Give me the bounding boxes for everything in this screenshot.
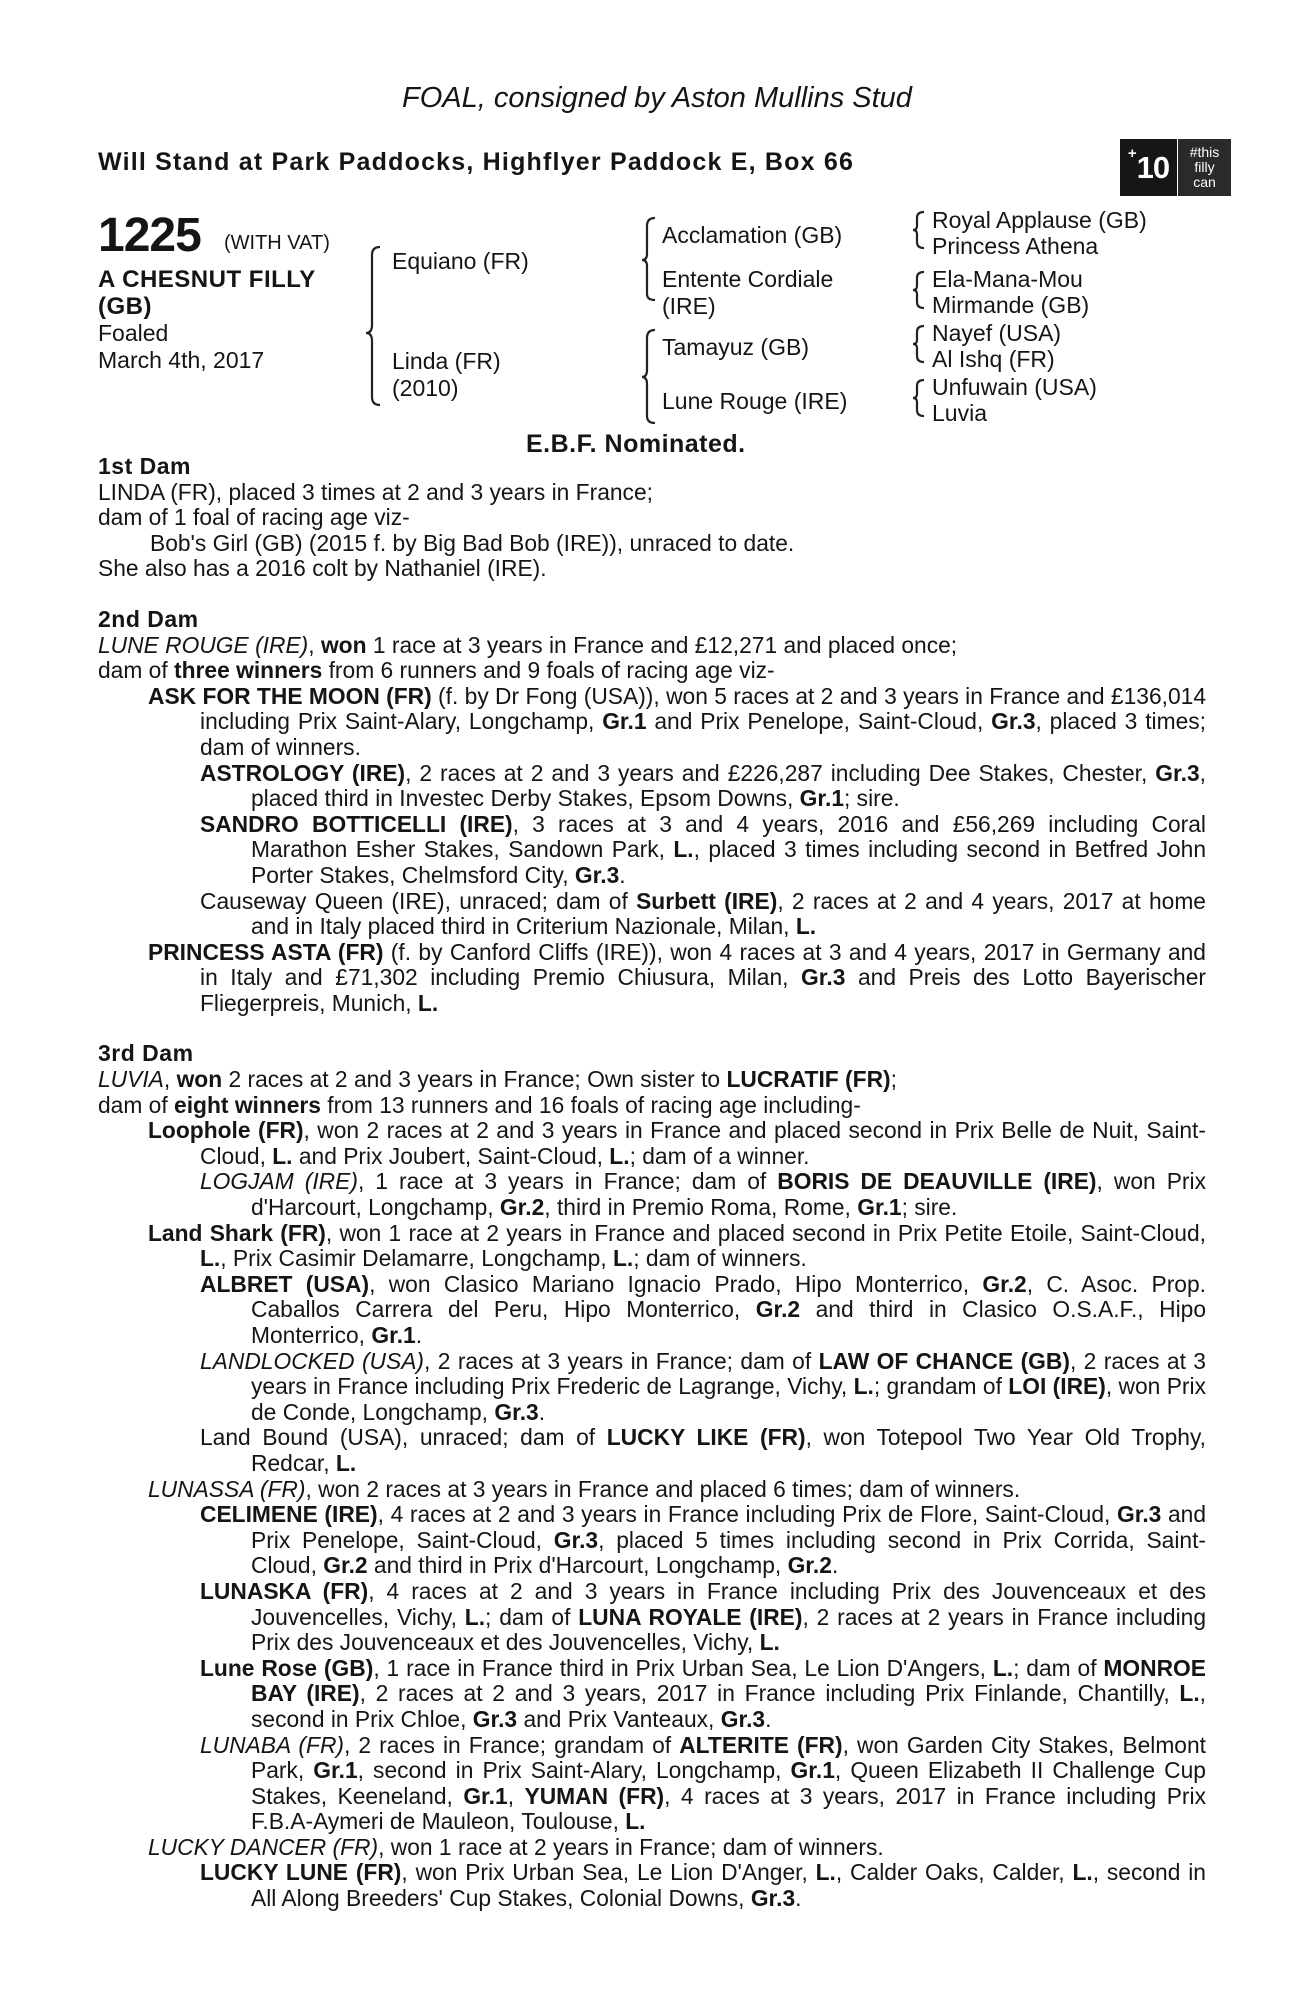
lot-number: 1225: [98, 209, 201, 262]
sire: Equiano (FR): [392, 248, 529, 274]
dd-dam: Luvia: [932, 400, 987, 426]
progeny-entry: Lune Rose (GB), 1 race in France third in Prix Urban Sea, Le Lion D'Angers, L.; dam of MONROE BAY (IRE), 2 races at 2 and 3 years, 2017 in France including Prix Finlande, Chantilly, L., second in Prix Chloe, Gr.3 and Prix Vanteaux, Gr.3.: [200, 1654, 1207, 1732]
third-dam-heading: 3rd Dam: [98, 1040, 194, 1067]
first-dam-line: dam of 1 foal of racing age viz-: [98, 504, 410, 531]
progeny-entry: LANDLOCKED (USA), 2 races at 3 years in France; dam of LAW OF CHANCE (GB), 2 races at 3 years in France including Prix Frederic de Lagrange, Vichy, L.; grandam of LOI (IRE), won Prix de Conde, Longchamp, Gr.3.: [200, 1347, 1206, 1425]
dd-sire: Unfuwain (USA): [932, 374, 1097, 400]
progeny-entry: Causeway Queen (IRE), unraced; dam of Surbett (IRE), 2 races at 2 and 4 years, 2017 at home and in Italy placed third in Criterium Nazionale, Milan, L.: [200, 887, 1206, 940]
sd-dam: Mirmande (GB): [932, 292, 1090, 318]
ds-sire: Nayef (USA): [932, 320, 1062, 346]
brace-gen2-dam: [642, 330, 655, 423]
dam-dam: Lune Rouge (IRE): [662, 388, 848, 414]
dam: Linda (FR) (2010): [392, 348, 501, 401]
third-dam-produce: dam of eight winners from 13 runners and 16 foals of racing age including-: [98, 1091, 861, 1118]
first-dam-progeny: Bob's Girl (GB) (2015 f. by Big Bad Bob (IRE)), unraced to date.: [150, 529, 795, 556]
progeny-entry: Land Shark (FR), won 1 race at 2 years in France and placed second in Prix Petite Etoile, Saint-Cloud, L., Prix Casimir Delamarre, Longchamp, L.; dam of winners.: [148, 1219, 1206, 1272]
foaled-date: March 4th, 2017: [98, 347, 265, 373]
lot-name: A CHESNUT FILLY: [98, 266, 316, 293]
progeny-entry: LUNASSA (FR), won 2 races at 3 years in France and placed 6 times; dam of winners.: [148, 1475, 1021, 1502]
ss-sire: Royal Applause (GB): [932, 207, 1147, 233]
ebf-nominated: E.B.F. Nominated.: [526, 430, 746, 458]
progeny-entry: LUNASKA (FR), 4 races at 2 and 3 years in France including Prix des Jouvenceaux et des Jouvencelles, Vichy, L.; dam of LUNA ROYALE (IRE), 2 races at 2 years in France including Prix des Jouvenceaux et des Jouvencelles, Vichy, L.: [200, 1577, 1206, 1656]
first-dam-line: LINDA (FR), placed 3 times at 2 and 3 years in France;: [98, 478, 653, 505]
progeny-entry: ASK FOR THE MOON (FR) (f. by Dr Fong (USA)), won 5 races at 2 and 3 years in France and £136,014 including Prix Saint-Alary, Longchamp, Gr.1 and Prix Penelope, Saint-Cloud, Gr.3, placed 3 times; dam of winners.: [148, 682, 1207, 760]
sire-sire: Acclamation (GB): [662, 222, 843, 248]
progeny-entry: Land Bound (USA), unraced; dam of LUCKY LIKE (FR), won Totepool Two Year Old Trophy, Redcar, L.: [200, 1424, 1207, 1476]
progeny-entry: CELIMENE (IRE), 4 races at 2 and 3 years in France including Prix de Flore, Saint-Cloud, Gr.3 and Prix Penelope, Saint-Cloud, Gr.3, placed 5 times including second in Prix Corrida, Saint-Cloud, Gr.2 and third in Prix d'Harcourt, Longchamp, Gr.2.: [200, 1501, 1206, 1579]
progeny-entry: LOGJAM (IRE), 1 race at 3 years in France; dam of BORIS DE DEAUVILLE (IRE), won Prix d'Harcourt, Longchamp, Gr.2, third in Premio Roma, Rome, Gr.1; sire.: [200, 1168, 1206, 1221]
progeny-entry: SANDRO BOTTICELLI (IRE), 3 races at 3 and 4 years, 2016 and £56,269 including Coral Marathon Esher Stakes, Sandown Park, L., placed 3 times including second in Betfred John Porter Stakes, Chelmsford City, Gr.3.: [200, 810, 1207, 888]
this-filly-can-badge: #this filly can: [1178, 139, 1231, 196]
first-dam-line: She also has a 2016 colt by Nathaniel (IRE).: [98, 555, 547, 582]
family-text: [98, 454, 1206, 1912]
second-dam-heading: 2nd Dam: [98, 605, 199, 632]
progeny-entry: PRINCESS ASTA (FR) (f. by Canford Cliffs (IRE)), won 4 races at 3 and 4 years, 2017 in Germany and in Italy and £71,302 including Premio Chiusura, Milan, Gr.3 and Preis des Lotto Bayerischer Fliegerpreis, Munich, L.: [148, 938, 1207, 1016]
brace-gen3-4: [913, 380, 924, 416]
brace-gen3-2: [913, 272, 924, 308]
progeny-entry: Loophole (FR), won 2 races at 2 and 3 years in France and placed second in Prix Belle de Nuit, Saint-Cloud, L. and Prix Joubert, Saint-Cloud, L.; dam of a winner.: [148, 1117, 1206, 1169]
progeny-entry: LUCKY LUNE (FR), won Prix Urban Sea, Le Lion D'Anger, L., Calder Oaks, Calder, L., second in All Along Breeders' Cup Stakes, Colonial Downs, Gr.3.: [200, 1859, 1206, 1912]
plus10-badge: + 10: [1120, 139, 1177, 196]
ds-dam: Al Ishq (FR): [932, 346, 1055, 372]
second-dam-produce: dam of three winners from 6 runners and 9 foals of racing age viz-: [98, 657, 775, 684]
first-dam-heading: 1st Dam: [98, 453, 191, 479]
brace-gen2-sire: [642, 218, 655, 300]
brace-gen3-3: [913, 326, 924, 362]
foaled-label: Foaled: [98, 320, 169, 346]
brace-gen1: [366, 247, 380, 405]
stand-location: Will Stand at Park Paddocks, Highflyer Paddock E, Box 66: [98, 148, 855, 176]
lot-name-country: (GB): [98, 293, 152, 320]
second-dam-intro: LUNE ROUGE (IRE), won 1 race at 3 years in France and £12,271 and placed once;: [98, 631, 958, 658]
sd-sire: Ela-Mana-Mou: [932, 266, 1083, 292]
dam-sire: Tamayuz (GB): [662, 334, 809, 360]
progeny-entry: LUCKY DANCER (FR), won 1 race at 2 years in France; dam of winners.: [148, 1833, 884, 1860]
ss-dam: Princess Athena: [932, 233, 1099, 259]
progeny-entry: LUNABA (FR), 2 races in France; grandam of ALTERITE (FR), won Garden City Stakes, Belmont Park, Gr.1, second in Prix Saint-Alary, Longchamp, Gr.1, Queen Elizabeth II Challenge Cup Stakes, Keeneland, Gr.1, YUMAN (FR), 4 races at 3 years, 2017 in France including Prix F.B.A-Aymeri de Mauleon, Toulouse, L.: [200, 1731, 1206, 1835]
third-dam-intro: LUVIA, won 2 races at 2 and 3 years in France; Own sister to LUCRATIF (FR);: [98, 1066, 897, 1093]
consignor-line: FOAL, consigned by Aston Mullins Stud: [402, 82, 912, 114]
progeny-entry: ASTROLOGY (IRE), 2 races at 2 and 3 years and £226,287 including Dee Stakes, Chester, Gr.3, placed third in Investec Derby Stakes, Epsom Downs, Gr.1; sire.: [200, 759, 1206, 812]
progeny-entry: ALBRET (USA), won Clasico Mariano Ignacio Prado, Hipo Monterrico, Gr.2, C. Asoc. Prop. Caballos Carrera del Peru, Hipo Monterrico, Gr.2 and third in Clasico O.S.A.F., Hipo Monterrico, Gr.1.: [200, 1270, 1206, 1348]
brace-gen3-1: [913, 212, 924, 248]
vat-note: (WITH VAT): [224, 232, 330, 254]
sire-dam: Entente Cordiale (IRE): [662, 266, 834, 319]
